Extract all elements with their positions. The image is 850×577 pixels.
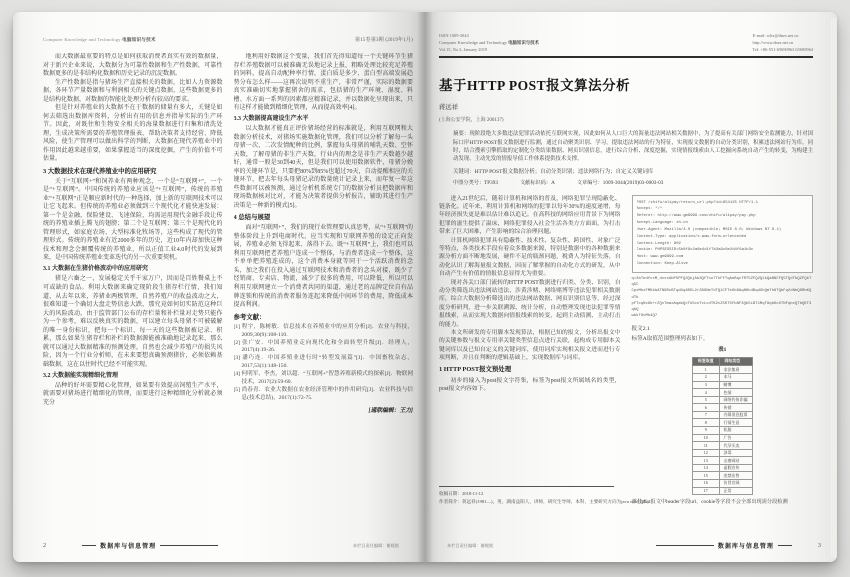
journal-name-zh: 电脑知识与技术 (122, 37, 156, 42)
section-heading: 3.1 大数据在生猪价格波动中的应用研究 (43, 266, 149, 273)
table-row (692, 427, 752, 435)
paragraph: 地利用好数据这个变量，我们首先得知道每一个关键环节生猪存栏养殖数据可以被准确无误地记录上报，粗略处理比较充足养殖的饲料，提高自动配种率行情，蛋白质是多少、蛋白型高端发展趋势分布怎么样——这再次说明不重生产，非常严谨，实际的数据要真实准确切实地掌握猪舍的需求，包括猪的生产环境、湿度、料槽、水方面一系列的因素都应精准记录，并以数据化呈现出来，只有这样才能做到精细化管理，从而提高效率[4]。 (233, 54, 413, 112)
article-title: 基于HTTP POST报文算法分析 (439, 78, 631, 94)
journal-name (439, 39, 539, 46)
label-range-note: 标签A取值范围整理列表如下。 (631, 335, 709, 342)
table-cell: 代孕买卖 (719, 442, 752, 450)
paragraph: 而大数据最重要的特点是如何获取消费者真实有效的数据量，对于新兴企业来说，大数据分为可靠性数据和生产性数据，可靠性数据更多的是非结构化数据和历史记录的沉淀数据。 (43, 54, 223, 78)
first-page-footnote (439, 486, 813, 506)
paragraph: 初步的输入为post报文字符集，标签为post报文所属域名的类型，post报文内容如下。 (439, 377, 621, 393)
section-heading: 参考文献： (233, 313, 266, 321)
right-page (425, 12, 837, 562)
masthead-left (439, 32, 539, 53)
table-cell: 2 (692, 373, 719, 381)
table-cell: 5 (692, 396, 719, 404)
right-page-column-1 (439, 195, 621, 507)
table-column-header: 标签取值 (692, 357, 719, 366)
table-row (692, 381, 752, 389)
table-row (692, 411, 752, 419)
left-page-columns (43, 53, 413, 505)
code-line: wbkT8vMb4Q7 (631, 314, 658, 319)
table-row (692, 389, 752, 397)
editor-note: 本栏目责任编辑：谢媛媛 (352, 542, 399, 548)
editor-note: 本栏目责任编辑：谢媛媛 (447, 542, 494, 548)
journal-name-zh: 电脑知识与技术 (508, 40, 539, 46)
section-title: 数据库与信息管理 (100, 544, 157, 550)
table-row (692, 396, 752, 404)
journal-spread (13, 12, 837, 562)
http-post-packet-body (632, 276, 814, 320)
table-note: 部分post报文中header字段url、cookie等字段不会全部出现需分段检测 (631, 499, 788, 506)
journal-website: http://www.dnzs.net.cn (752, 40, 794, 46)
right-page-column-2 (632, 195, 814, 507)
table-cell: 行情生意 (719, 419, 752, 427)
table-cell: 11 (692, 442, 719, 450)
right-page-footer (439, 541, 821, 550)
table-cell: 非法集资 (719, 366, 752, 374)
table-title: 表1 (718, 346, 727, 353)
left-page-column-1 (43, 53, 223, 505)
journal-name-en: Computer Knowledge and Technology (43, 37, 121, 42)
table-row (692, 419, 752, 427)
footer-rule (778, 545, 792, 546)
section-heading: 4 总结与展望 (233, 214, 271, 222)
footer-rule (160, 545, 218, 546)
table-cell: 10 (692, 434, 719, 442)
table-cell: 赌博 (719, 381, 752, 389)
table-cell: 8 (692, 419, 719, 427)
table-cell: 山寨网站 (719, 457, 752, 465)
article-author: 蒋远祥 (439, 104, 459, 112)
section-heading: 1 HTTP POST报文预处理 (439, 366, 512, 374)
code-line: Accept-Language: zh-cn (636, 221, 688, 226)
masthead-right (753, 32, 813, 53)
table-cell: 涉毒 (719, 449, 752, 457)
section-title: 数据库与信息管理 (717, 544, 774, 550)
table-body (692, 366, 752, 495)
table-row (692, 472, 752, 480)
paragraph: 以大数据才能真正评价猪场经营的标准就是，利用互联网和大数据分析技术，对猪场实施数据化管理，我们可以分析了解每一头母猪一次、二次发情配种的比例，掌握每头母猪的哺乳天数、空怀天数，了解母猪的非生产天数，行业内的理念是非生产天数越少越好，通常一般是30到40天，但是我们可以使用数据软件，母猪分娩率的关键环节是，只要把80%到85%也超过70天，自动提醒相应的关键环节，把去年每头母猪记录的数量统计记录上来，而年复一年这些数据可以被预测，通过分析机系统专门的数据分析员把数据库和现场数据核对比对，才能为决策者提供分析报告，辅助其进行生产决策是一种新的模式[5]。 (233, 126, 413, 209)
table-cell: 12 (692, 449, 719, 457)
reference-item: [3] 潘巧连．中国养殖业进行时“转型发展篇”[J]．中国畜牧杂志，2017,53(1):148-150. (233, 355, 413, 370)
left-page (13, 12, 425, 562)
table-cell: 违禁出售 (719, 472, 752, 480)
paragraph: 本文所研发的专用脚本发现算法，根据已知的报文，分析出报文中的关键参数与报文专用率关键类型信息点进行关联，起构成专用脚本关键词库以及已知自定义的关键词库，使用词库实现相关报文进而进行专项判断，并且在判断的逻辑基础上，实现数据库与词库。 (439, 329, 621, 362)
code-line: q=3bTedfcxM_dcvxAbP5PFQ2QkjAb3QfTxu7TkFfTqAeBqcTRT5ZFQ2Q1kQaBNCFQ5TQdTbQ2FQbTq5C (631, 276, 812, 288)
reference-item: [5] 尚春青．农业大数据在农业经济管理中的作用研究[J]．农业科技与信息(技术总结)，2017(1):72-75. (233, 387, 413, 402)
code-line: Cookie: PHPSESSID=5b8f9c2a6e4d1f7b3a9c8e2d4f6a1b3c (636, 248, 754, 253)
code-line: POST /zhifu/alipay/return_url.php?id=854125 HTTP/1.1 (636, 200, 758, 205)
journal-name (43, 37, 156, 43)
table-column-header: 网站类型 (719, 357, 752, 366)
table-cell: 17 (692, 487, 719, 495)
footer-rule (656, 545, 714, 546)
document-code: 文献标识码：A (519, 179, 555, 186)
article-affiliation: (上海公安学院，上海 200137) (439, 118, 504, 124)
table-cell: 14 (692, 464, 719, 472)
paragraph: 现对各关口部门流转的HTTP POST数据进行归类、分类、识别，自动分类筛选出违法网站违法、涉黄涉赌、网络赌博等违法犯罪相关数据库，综合大数据分析筛选出的违法网站数据、网页识别信息等，经过深度分析研判，进一步关联溯源、统计分析，自动整理发现违法犯罪等情报线索，从而实现大数据向情报线索的转变，起到主动侦测、主动打击的能力。 (439, 279, 621, 328)
article-keywords: 关键词：HTTP POST报文数据分析；自动分类识别；违法网络行为；自定义关键词库 (453, 168, 654, 175)
left-page-column-2 (234, 53, 414, 505)
code-line: Referer: http://www.gm9999.com/zhifu/alipay/pay.php (636, 214, 756, 219)
left-page-running-head (43, 36, 413, 43)
paragraph: 但是针对养殖业的大数据不在于数据的储量有多大，关键是如何去筛选出数据库资料，分析出有用的信息并指导实际的生产环节。因此，对既往和生物安全相关的海量数据进行归集和清洗处理，生成决策所需要的养殖管理报表，帮助决策者支持经营、降低风险，使生产管理可以做出科学的判断，大数据在现代养殖业中的作用因此越来越重要，如果掌握适当的深度挖掘，产生的价值不可估量。 (43, 105, 223, 163)
table-cell: 4 (692, 389, 719, 397)
code-line: Content-Type: application/x-www-form-urlencoded (636, 234, 747, 239)
table-cell: 内幕消息股票 (719, 411, 752, 419)
table-row (692, 434, 752, 442)
journal-email: E-mail: wltx@dnzs.net.cn (752, 33, 799, 38)
table-cell: 13 (692, 457, 719, 465)
article-abstract: 摘要：现阶段绝大多数违法犯罪活动依托互联网实现，因此如何从人口巨大的海量违法网站相关数据中，为了提高有关部门网络安全监测能力，针对国际口岸HTTP POST报文数据进行监测，通过自动聚类识别、学习，提取违法网站的行为特征，实现报文数据的自动分类识别，积累违法网站行为库，同时，结合搜索引擎抓取的定制化分类结果数据、网页识别信息，进行综合分析、深度挖掘，实现情报线索由人工挖掘向系统自动产生的转变，为构建主动发现、主动先发的情报导侦工作体系提供技术支撑。 (453, 131, 813, 163)
packet-caption: 报文2.1 (631, 325, 650, 332)
table-cell: 1 (692, 366, 719, 374)
table-row (692, 464, 752, 472)
table-cell: 6 (692, 404, 719, 412)
table-cell: 7 (692, 411, 719, 419)
editor-credit: [通联编辑：王力] (368, 408, 413, 414)
clc-number: 中图分类号：TP393 (453, 179, 498, 186)
table-row (692, 404, 752, 412)
footnote-rule (439, 486, 614, 487)
code-line: pFTcqNx6b+rZQxTmwxAqabQxTk5cnTvLcdTK2cZ5KT5FbNF3Qb5LBT1MqT8qbKcXTNFqbcQTbQKT3qbQ (631, 301, 812, 313)
reference-item: [4] 何明军，李杰，刘以超．“互联网+”智慧养殖新模式的探索[J]．物联网技术，2017(2):59-60. (233, 371, 413, 386)
issue-info: 第15卷第3期 (2019年1月) (355, 38, 413, 43)
table-cell: 传销 (719, 404, 752, 412)
code-line: Host: www.gm9999.com (636, 255, 684, 260)
table-row (692, 373, 752, 381)
table-row (692, 457, 752, 465)
table-cell: 3 (692, 381, 719, 389)
table-header-row (692, 357, 752, 366)
http-post-packet-box (632, 195, 814, 273)
table-cell: 私服 (719, 427, 752, 435)
table-cell: 仿冒官网 (719, 480, 752, 488)
journal-telephone: Tel: +86-551-65690963 65690964 (752, 47, 813, 53)
reference-item: [2] 张广安．中国养殖业走向现代化和全面转型升级[J]．经理人，2017(4):19-26. (233, 339, 413, 354)
code-line: Accept: */* (636, 207, 663, 212)
paragraph: 面对“互联网+”，我们的现行业管理要认真思考，从“+互联网”的整体阶段上升到电商时代，应当实现和互联网养殖的设定正向发展，养殖业必须飞得起来、落得下去。既“+互联网”上，我们也可以利用互联网把老养殖户连成一个整体，与消费者连成一个整体，这不单单把养殖连成的，这个消费本身就等同于一个活跃消费的念头，加之我们在投入通过互联网技术和消费者的念头对接，既少了经销商、专卖店、物流，减少了很多的费用，可以降低，所以可以利用互联网建立一个消费者共同的渠道，通过老的品牌定位自有品牌连锁和传统的消费者服务连起来降低中间环节的费用，降低成本提高利润。 (233, 225, 413, 309)
table-cell: 虚假宣传 (719, 464, 752, 472)
reference-item: [1] 程宇，陈树敏．信息技术在养殖业中的应用分析[J]．农业与科技，2009,30(9):108-110. (233, 323, 413, 338)
issn: ISSN 1009-3044 (439, 33, 469, 38)
table-cell: 广告 (719, 434, 752, 442)
author-bio: 作者简介：蒋远祥(1981—)，男，湖南益阳人，讲师，研究生导师，本科，主要研究方向为java web技术。 (439, 499, 652, 505)
journal-name-en: Computer Knowledge and Technology (439, 40, 508, 46)
label-value-table (692, 357, 753, 495)
code-line: CpxMbxFMKkbATN9RcBTqdGq4B5L2r38GNeTdTQ1CFTeOb6AqNKb4BqdXhQmTh8TQbFq2dNbQ8RbKQdTb (631, 289, 812, 300)
code-line: Content-Length: 802 (636, 241, 681, 246)
table-head (692, 357, 752, 366)
received-date: 收稿日期：2018-11-12 (439, 491, 484, 497)
table-cell: 色情 (719, 389, 752, 397)
section-heading: 3.2 大数据能实现精细化管理 (43, 372, 119, 379)
code-line: Connection: Keep-Alive (636, 262, 688, 267)
right-page-columns (439, 195, 813, 507)
footer-rule (82, 545, 96, 546)
table-cell: 网络钓鱼诈骗 (719, 396, 752, 404)
paragraph: 猪是六畜之一，发展稳定关乎千家万户，因而是百姓餐桌上不可或缺的食品。利用大数据来确定现阶段生猪存栏行情，我们知道，从去年以来，养猪业两极管理，自然养殖户的收益波动之大，很难知道一个确切大盘走势信息大跌，那究竟如何切实防范这种巨大的风险波动，由于监管部门公布的存栏量和补栏量对走势只能作为一个参考，难以反映真实的数据，可以建立每头母猪不可被破解的唯一身份标识，把每一个标识、每一天的这些数据被记录、积累，那么如果生猪存栏和补栏的数据源能被准确地记录起来，那么就可以通过大数据精准的预测处理，自然也会减少养殖户的损失风险，因为一个行业分析师，在未来要想真确预测猪价，必须依赖基础数据，这在以往时代已经不可能实现。 (43, 276, 223, 368)
table-row (692, 366, 752, 374)
section-heading: 3.3 大数据提高建设生产水平 (233, 116, 309, 123)
page-number: 2 (43, 542, 47, 549)
code-line: User-Agent: Mozilla/4.0 (compatible; MSIE 8.0; Windows NT 6.1) (636, 227, 782, 232)
paragraph: 计算机网络犯罪具有隐蔽性、技术性、复杂性、跨国性、对象广泛等特点，各类技术手段有着众多数据来源，特别是数据中的各种数据来源分析方面不断地发展，硬件不足的瓶颈问题，税费人为特征失落，自动化认识了解海量报文数据，因而了解掌握的自动化方式的研发，从中自动产生有价值的情报信息显得尤为重要。 (439, 237, 621, 278)
page-number: 3 (817, 542, 821, 549)
right-page-masthead (439, 32, 813, 58)
section-heading: 3 大数据技术在现代养殖业中的应用研究 (43, 167, 157, 175)
table-cell: 9 (692, 427, 719, 435)
table-row (692, 449, 752, 457)
table-row (692, 442, 752, 450)
article-id: 文章编号：1009-3044(2019)03-0003-03 (576, 179, 664, 186)
table-cell: 16 (692, 480, 719, 488)
paragraph: 生产性数据是指与猪场生产直接相关的数据，比如人力资源数据、各环节产量数据和与利润相关的关键点数据，这些数据更多的是结构化数据，对数据的智能化处理分析有较高的要求。 (43, 79, 223, 103)
paragraph: 关于“互联网+”和饲养业有两种观念，一个是“互联网+”，一个是“+互联网”。中国传统的养殖业应该是“+互联网”，传统的养殖业“+互联网”正是顺应新时代的一种选择，加上新的互联网技术可以让它飞起来。但传统的养殖业必须做到三个现代化才能快速发展：第一个是金融，保险建设、飞速保险，均需运用现代金融手段让传统的养殖业插上腾飞的翅膀；第二个是互联网；第三个是现代化的管理形式，如家庭农场、大型标准化牧场等，这些构成了现代的管理形式。传统的养殖业有近2000多年的历史，近10年内却加快这种技术和理念会颠覆传统的养殖业，所以正值工业4.0时代的发展到来，是中国传统养殖业变革迭代的另一次重要契机。 (43, 178, 223, 262)
table-cell: 正常 (719, 487, 752, 495)
paragraph: 进入21世纪后，随着计算机和网络的普及，网络犯罪呈现隐蔽化、链条化。近年来，利用计算机和网络的犯罪以每年30%的速度递增，每年经济损失更是难以估计难以追记。在高科技的网络应用背景下为网络犯罪的滋生提供了温床，网络犯罪侵入社会生活各类方方面面，为打击带来了巨大困难，产生影响的综合治理问题。 (439, 195, 621, 236)
left-page-footer (43, 541, 411, 550)
article-meta (439, 179, 813, 186)
table-cell: 15 (692, 472, 719, 480)
volume-info: Vol.15, No.3, January 2019 (439, 47, 488, 53)
table-cell: 木马 (719, 373, 752, 381)
paragraph: 品种的好坏需要精心化管理，如果要有效提高饲殖生产水平，就需要对猪场进行精细化的管理，而要进行这种精细化分析就必须充分 (43, 382, 223, 406)
